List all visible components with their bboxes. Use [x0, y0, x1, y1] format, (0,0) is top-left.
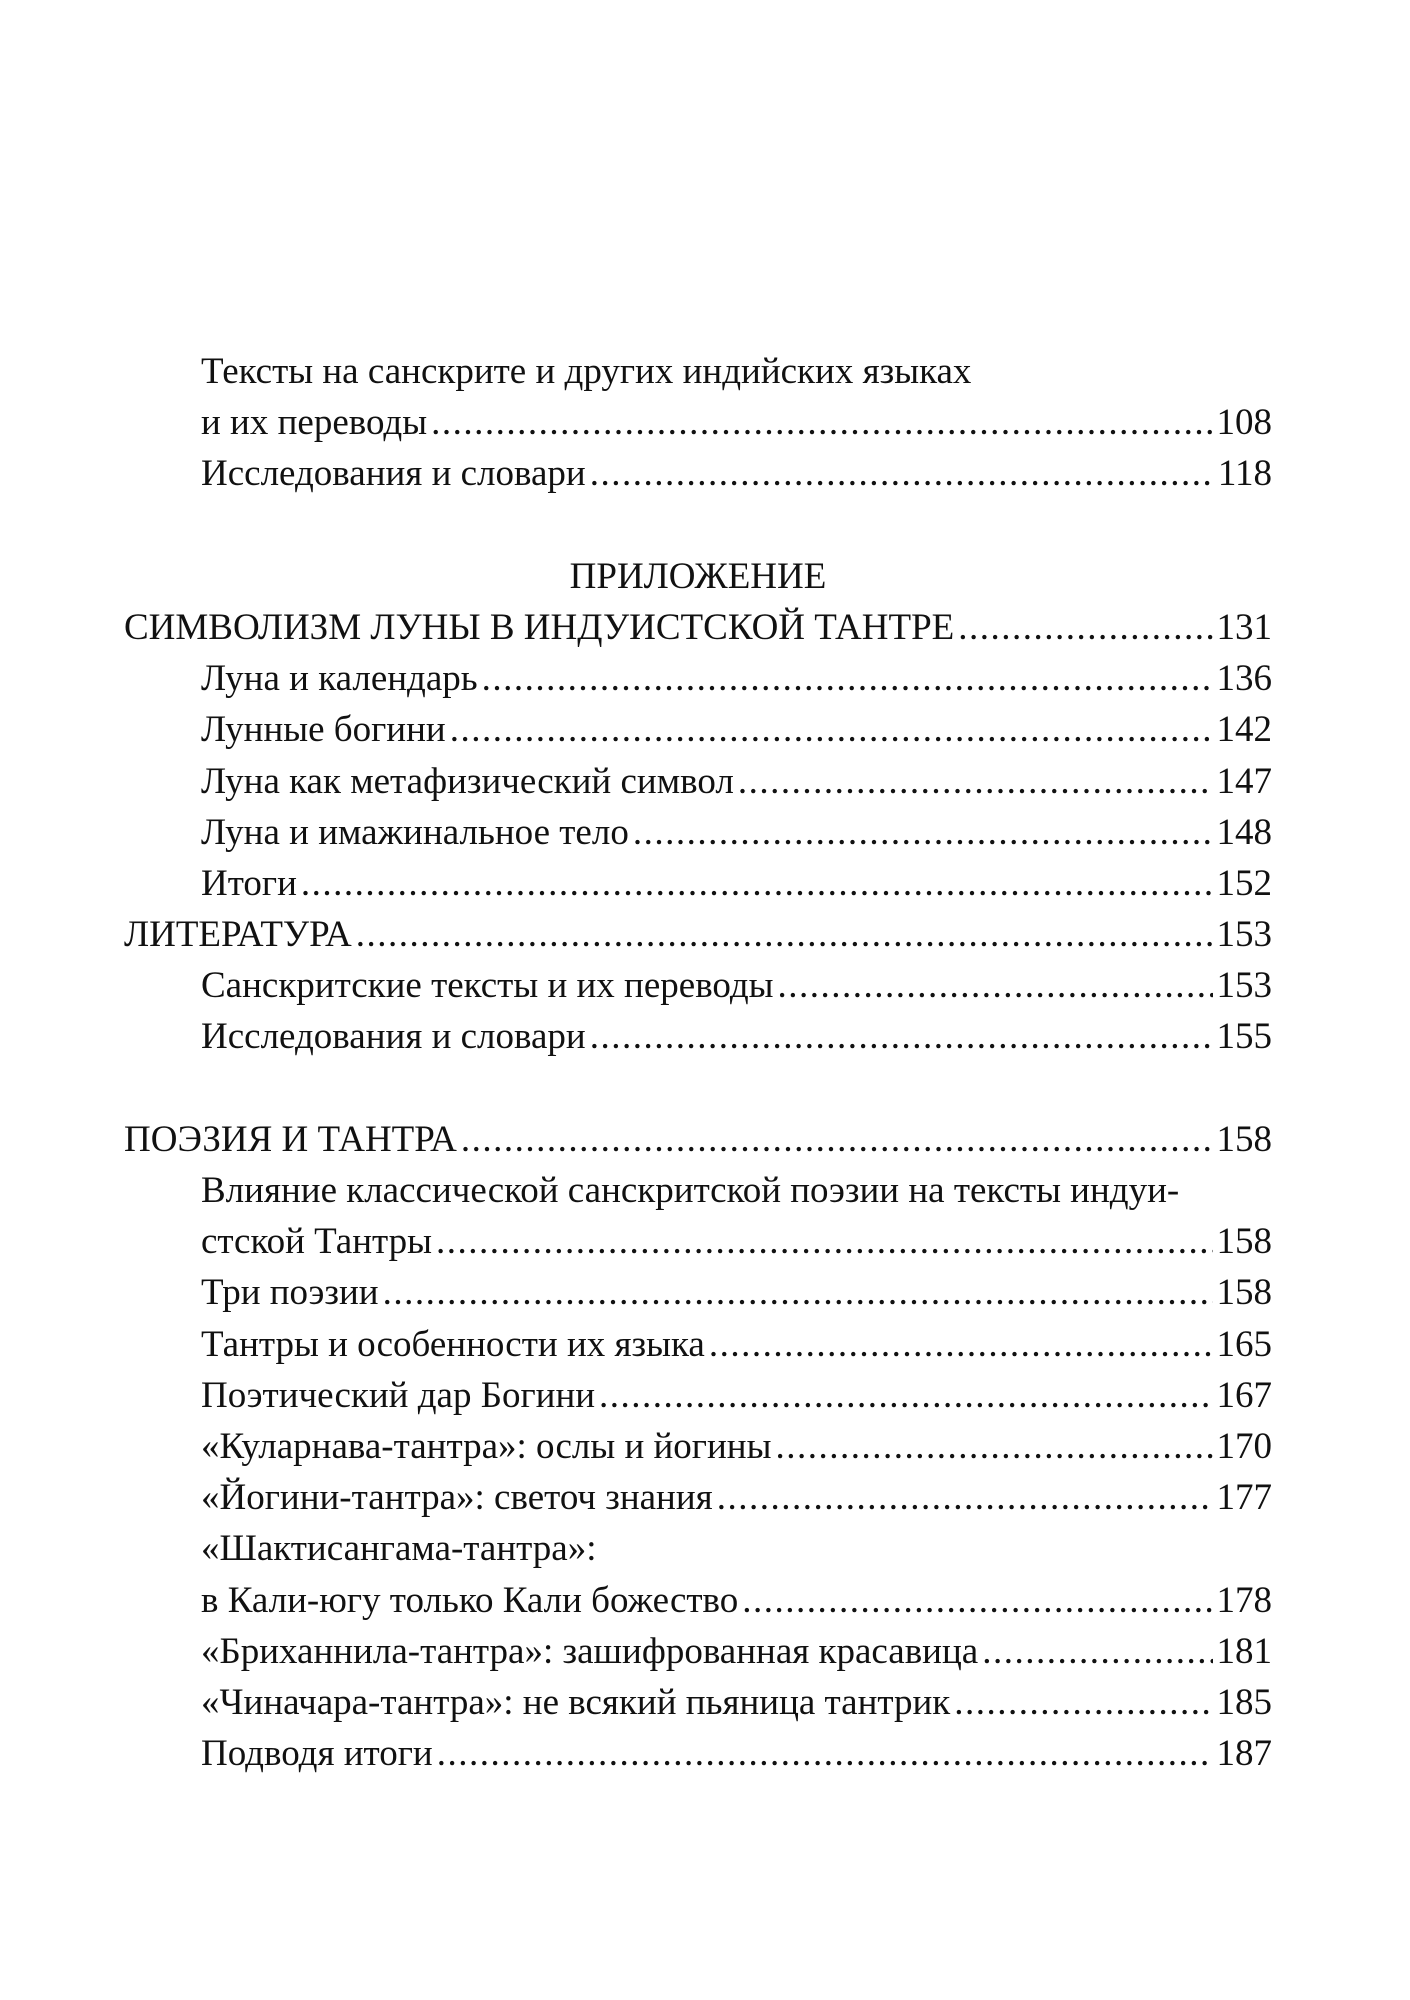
toc-page-number: 178 [1216, 1579, 1272, 1621]
toc-entry-texts-line1 [124, 346, 1272, 397]
toc-entry-title: Влияние классической санскритской поэзии на тексты индуи- [201, 1170, 1180, 1211]
toc-entry-title: ПОЭЗИЯ И ТАНТРА [124, 1118, 457, 1160]
toc-entry-title: Луна как метафизический символ [201, 760, 734, 802]
appendix-heading: ПРИЛОЖЕНИЕ [569, 555, 827, 597]
toc-entry-title: Санскритские тексты и их переводы [201, 965, 774, 1007]
toc-entry-yogini[interactable] [124, 1472, 1272, 1523]
dot-leader [599, 1370, 1212, 1421]
toc-page-number: 158 [1216, 1118, 1272, 1160]
toc-page-number: 136 [1216, 658, 1272, 700]
toc-entry-moon-imaginal[interactable] [124, 807, 1272, 858]
toc-page-number: 187 [1216, 1733, 1272, 1775]
dot-leader [775, 1421, 1212, 1472]
toc-entry-title: Итоги [201, 862, 297, 904]
toc-page-number: 167 [1216, 1374, 1272, 1416]
section-gap [124, 1063, 1272, 1114]
toc-page-number: 153 [1216, 914, 1272, 956]
toc-entry-title: Три поэзии [201, 1272, 379, 1314]
toc-page-number: 142 [1216, 709, 1272, 751]
toc-entry-title: стской Тантры [201, 1221, 432, 1263]
toc-page-number: 155 [1216, 1016, 1272, 1058]
toc-entry-shaktisangama-line2[interactable] [124, 1575, 1272, 1626]
toc-entry-literature[interactable] [124, 909, 1272, 960]
toc-entry-title: в Кали-югу только Кали божество [201, 1579, 739, 1621]
dot-leader [590, 1011, 1213, 1062]
toc-entry-brihannila[interactable] [124, 1626, 1272, 1677]
toc-entry-influence-line1 [124, 1165, 1272, 1216]
dot-leader [437, 1728, 1213, 1779]
toc-entry-moon-calendar[interactable] [124, 653, 1272, 704]
toc-entry-title: Тантры и особенности их языка [201, 1323, 705, 1365]
toc-entry-sanskrit-texts[interactable] [124, 960, 1272, 1011]
toc-entry-title: «Шактисангама-тантра»: [201, 1528, 597, 1570]
toc-entry-title: СИМВОЛИЗМ ЛУНЫ В ИНДУИСТСКОЙ ТАНТРЕ [124, 606, 955, 648]
dot-leader [301, 858, 1213, 909]
toc-entry-moon-metaphysical[interactable] [124, 756, 1272, 807]
toc-entry-research1[interactable] [124, 448, 1272, 499]
toc-page-number: 153 [1216, 965, 1272, 1007]
toc-entry-title: Исследования и словари [201, 1016, 586, 1058]
toc-entry-title: и их переводы [201, 402, 428, 444]
toc-entry-chinachara[interactable] [124, 1677, 1272, 1728]
toc-entry-title: Лунные богини [201, 709, 446, 751]
toc-page-number: 147 [1216, 760, 1272, 802]
toc-entry-poetry-tantra[interactable] [124, 1114, 1272, 1165]
toc-page-number: 108 [1216, 402, 1272, 444]
toc-page-number: 118 [1217, 453, 1272, 495]
dot-leader [778, 960, 1213, 1011]
toc-page-number: 158 [1216, 1272, 1272, 1314]
toc-entry-title: Поэтический дар Богини [201, 1374, 596, 1416]
dot-leader [738, 756, 1213, 807]
toc-entry-summary1[interactable] [124, 858, 1272, 909]
toc-entry-texts-line2[interactable] [124, 397, 1272, 448]
toc-entry-title: Луна и календарь [201, 658, 478, 700]
dot-leader [450, 704, 1213, 755]
dot-leader [590, 448, 1214, 499]
dot-leader [742, 1575, 1212, 1626]
toc-entry-title: «Куларнава-тантра»: ослы и йогины [201, 1425, 772, 1467]
toc-entry-three-poetries[interactable] [124, 1267, 1272, 1318]
toc-page-number: 165 [1216, 1323, 1272, 1365]
toc-page-number: 185 [1216, 1681, 1272, 1723]
dot-leader [954, 1677, 1212, 1728]
toc-entry-moon-goddesses[interactable] [124, 704, 1272, 755]
toc-entry-title: «Бриханнила-тантра»: зашифрованная красавица [201, 1630, 979, 1672]
toc-entry-shaktisangama-line1 [124, 1523, 1272, 1574]
toc-page-number: 177 [1216, 1477, 1272, 1519]
toc-page-number: 131 [1216, 606, 1272, 648]
toc-entry-title: «Йогини-тантра»: светоч знания [201, 1477, 713, 1519]
toc-entry-tantras-language[interactable] [124, 1319, 1272, 1370]
toc-page-number: 170 [1216, 1425, 1272, 1467]
dot-leader [356, 909, 1213, 960]
toc-entry-title: Луна и имажинальное тело [201, 811, 629, 853]
toc-entry-kularnava[interactable] [124, 1421, 1272, 1472]
toc-entry-title: «Чиначара-тантра»: не всякий пьяница тантрик [201, 1681, 951, 1723]
toc-entry-research2[interactable] [124, 1011, 1272, 1062]
toc-entry-title: Исследования и словари [201, 453, 586, 495]
toc-entry-summary2[interactable] [124, 1728, 1272, 1779]
dot-leader [717, 1472, 1213, 1523]
dot-leader [633, 807, 1213, 858]
toc-page-number: 148 [1216, 811, 1272, 853]
dot-leader [958, 602, 1212, 653]
dot-leader [461, 1114, 1213, 1165]
toc-entry-moon-symbolism[interactable] [124, 602, 1272, 653]
dot-leader [431, 397, 1212, 448]
toc-entry-title: Подводя итоги [201, 1733, 433, 1775]
toc-entry-title: ЛИТЕРАТУРА [124, 914, 352, 956]
dot-leader [436, 1216, 1213, 1267]
toc-page-number: 181 [1216, 1630, 1272, 1672]
toc-entry-poetic-gift[interactable] [124, 1370, 1272, 1421]
toc-entry-influence-line2[interactable] [124, 1216, 1272, 1267]
toc-page-number: 152 [1216, 862, 1272, 904]
dot-leader [482, 653, 1213, 704]
table-of-contents [124, 346, 1272, 1779]
section-gap [124, 500, 1272, 551]
dot-leader [383, 1267, 1213, 1318]
dot-leader [709, 1319, 1213, 1370]
dot-leader [982, 1626, 1212, 1677]
toc-entry-title: Тексты на санскрите и других индийских языках [201, 351, 972, 392]
toc-page-number: 158 [1216, 1221, 1272, 1263]
